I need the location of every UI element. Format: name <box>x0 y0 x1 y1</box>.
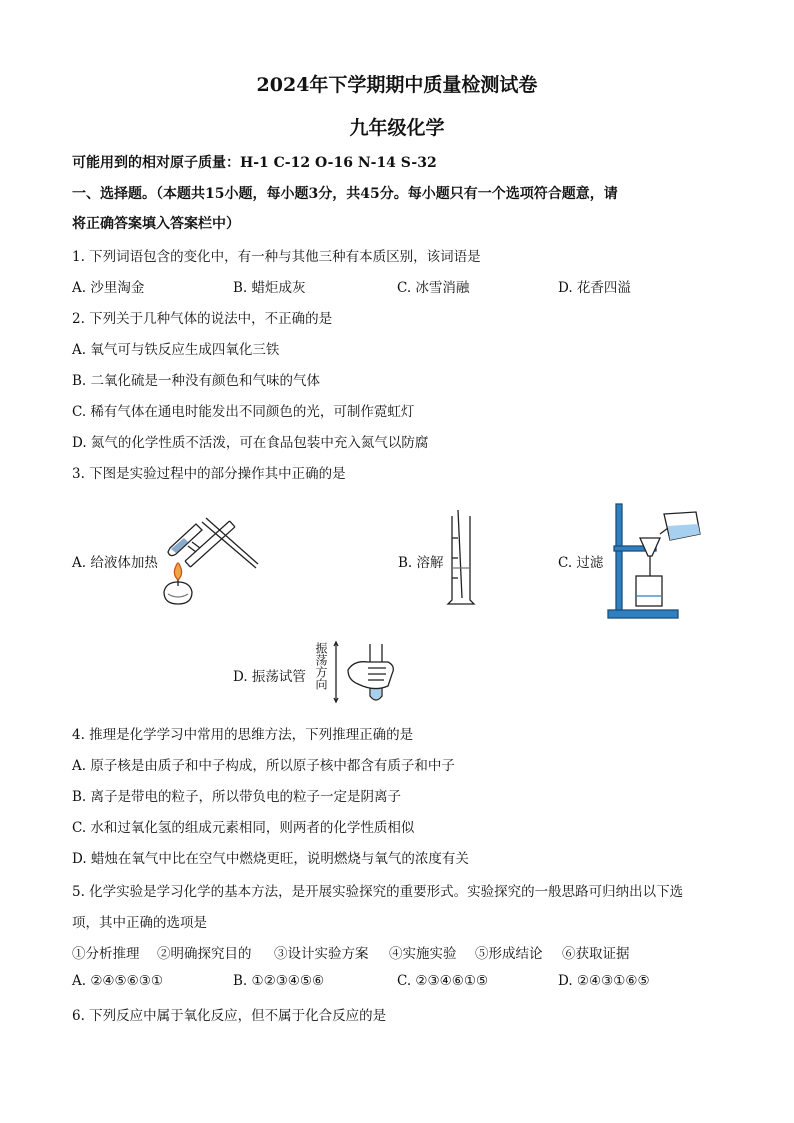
q3-option-d: D. 振荡试管 <box>233 669 306 685</box>
exam-subtitle: 九年级化学 <box>349 117 445 139</box>
exam-title: 2024年下学期期中质量检测试卷 <box>256 74 538 96</box>
q3-option-b: B. 溶解 <box>398 555 444 571</box>
q5-step-5: ⑤形成结论 <box>475 946 543 962</box>
q5-step-6: ⑥获取证据 <box>562 946 630 962</box>
question-4-stem: 4. 推理是化学学习中常用的思维方法，下列推理正确的是 <box>72 727 414 743</box>
q4-option-a: A. 原子核是由质子和中子构成，所以原子核中都含有质子和中子 <box>72 758 455 774</box>
q3-option-a: A. 给液体加热 <box>72 555 158 571</box>
question-1-stem: 1. 下列词语包含的变化中，有一种与其他三种有本质区别，该词语是 <box>72 249 481 265</box>
q1-option-a: A. 沙里淘金 <box>72 280 145 296</box>
dissolving-figure <box>444 508 484 608</box>
shaking-direction-label: 振荡方向 <box>314 642 328 690</box>
filtration-figure <box>604 500 704 622</box>
q2-option-b: B. 二氧化硫是一种没有颜色和气味的气体 <box>72 373 321 389</box>
q1-option-d: D. 花香四溢 <box>558 280 631 296</box>
question-6-stem: 6. 下列反应中属于氧化反应，但不属于化合反应的是 <box>72 1008 387 1024</box>
q2-option-c: C. 稀有气体在通电时能发出不同颜色的光，可制作霓虹灯 <box>72 404 415 420</box>
shaking-test-tube-figure <box>314 640 404 706</box>
q5-step-1: ①分析推理 <box>72 946 140 962</box>
question-3-stem: 3. 下图是实验过程中的部分操作其中正确的是 <box>72 466 346 482</box>
question-2-stem: 2. 下列关于几种气体的说法中，不正确的是 <box>72 311 333 327</box>
question-5-stem-cont: 项，其中正确的选项是 <box>72 915 207 931</box>
q5-option-a: A. ②④⑤⑥③① <box>72 973 163 989</box>
heating-liquid-figure <box>162 508 262 608</box>
section-heading: 一、选择题。（本题共15小题，每小题3分，共45分。每小题只有一个选项符合题意，请 <box>72 186 618 202</box>
atomic-mass-line: 可能用到的相对原子质量：H-1 C-12 O-16 N-14 S-32 <box>72 155 437 171</box>
q3-option-c: C. 过滤 <box>558 555 604 571</box>
q4-option-c: C. 水和过氧化氢的组成元素相同，则两者的化学性质相似 <box>72 820 415 836</box>
q5-step-2: ②明确探究目的 <box>157 946 252 962</box>
q4-option-d: D. 蜡烛在氧气中比在空气中燃烧更旺，说明燃烧与氧气的浓度有关 <box>72 851 469 867</box>
q5-step-3: ③设计实验方案 <box>274 946 369 962</box>
q1-option-b: B. 蜡炬成灰 <box>233 280 306 296</box>
q4-option-b: B. 离子是带电的粒子，所以带负电的粒子一定是阴离子 <box>72 789 402 805</box>
section-heading-cont: 将正确答案填入答案栏中） <box>72 216 240 232</box>
q5-option-d: D. ②④③①⑥⑤ <box>558 973 650 989</box>
question-5-stem: 5. 化学实验是学习化学的基本方法，是开展实验探究的重要形式。实验探究的一般思路可归纳出以下选 <box>72 884 684 900</box>
q2-option-d: D. 氮气的化学性质不活泼，可在食品包装中充入氮气以防腐 <box>72 435 429 451</box>
q5-option-c: C. ②③④⑥①⑤ <box>397 973 489 989</box>
q2-option-a: A. 氧气可与铁反应生成四氧化三铁 <box>72 342 280 358</box>
q5-step-4: ④实施实验 <box>389 946 457 962</box>
q1-option-c: C. 冰雪消融 <box>397 280 470 296</box>
q5-option-b: B. ①②③④⑤⑥ <box>233 973 325 989</box>
